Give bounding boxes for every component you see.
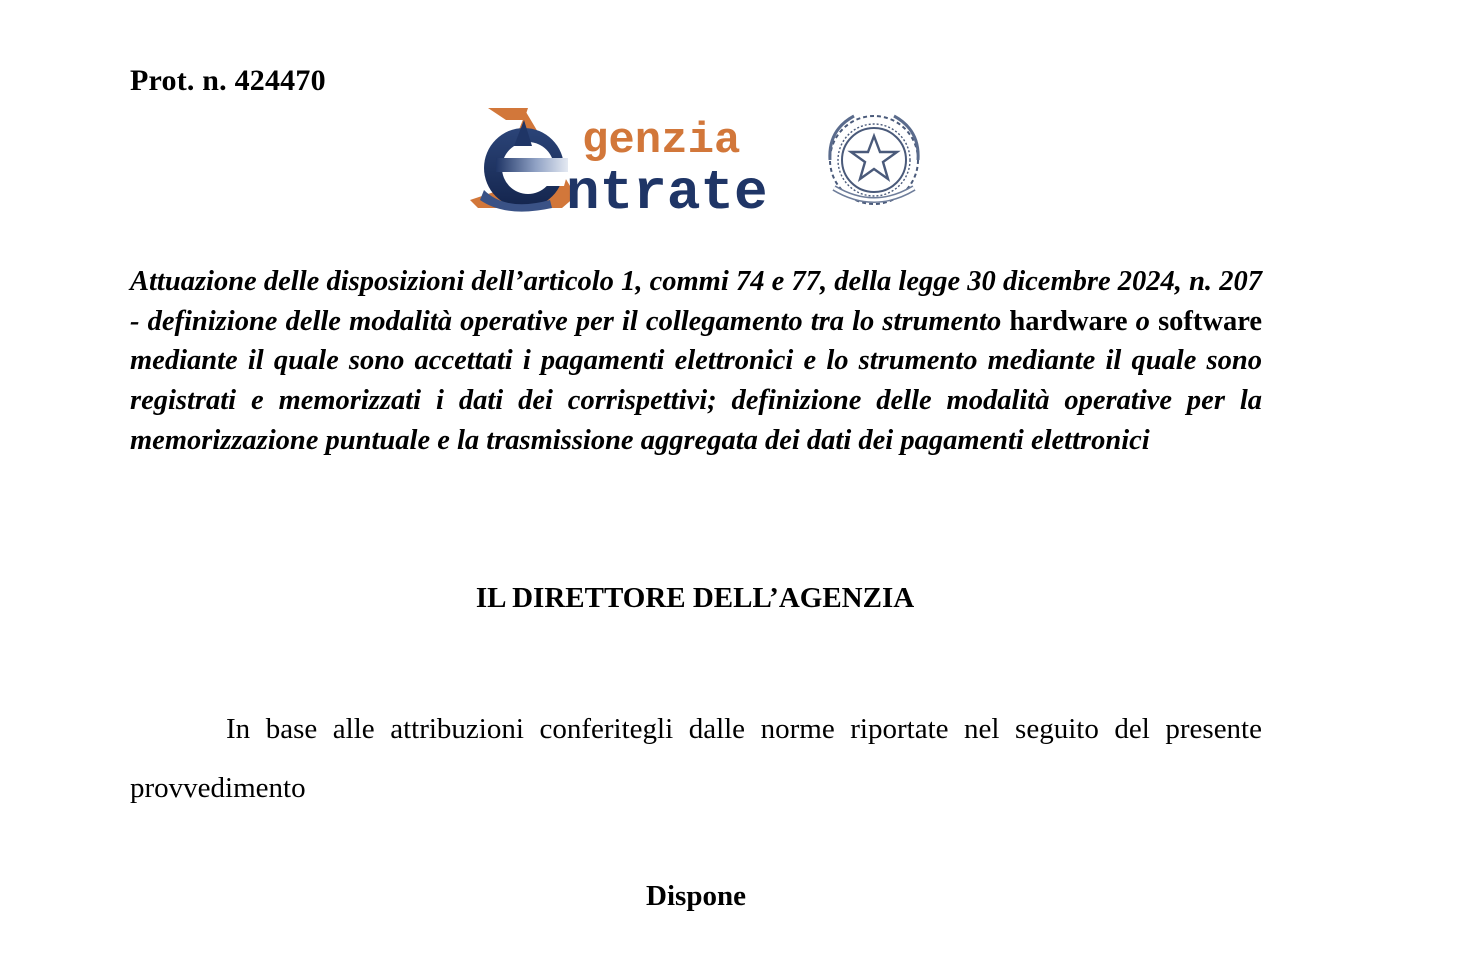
logo-text-ntrate: ntrate xyxy=(566,161,768,218)
dispone-heading: Dispone xyxy=(646,880,746,912)
logo-text-genzia: genzia xyxy=(582,116,741,166)
title-term-hardware: hardware xyxy=(1009,305,1128,337)
title-text-part2: mediante il quale sono accettati i pagamenti elettronici e lo strumento mediante il quale sono registrati e memorizzati i dati dei corrispettivi; definizione delle modalità operative per la memorizzazione puntuale e la trasmissione aggregata dei dati dei pagamenti elettronici xyxy=(130,345,1262,456)
title-term-software: software xyxy=(1158,305,1263,337)
director-heading: IL DIRETTORE DELL’AGENZIA xyxy=(475,582,915,614)
brand-mark-icon xyxy=(470,108,576,212)
intro-paragraph: In base alle attribuzioni conferitegli dalle norme riportate nel seguito del presente provvedimento xyxy=(130,713,1262,804)
italian-republic-emblem-icon xyxy=(830,116,918,204)
agenzia-entrate-logo xyxy=(466,100,936,218)
document-title xyxy=(130,262,1262,461)
protocol-number: Prot. n. 424470 xyxy=(130,64,326,97)
title-text-part1: Attuazione delle disposizioni dell’articolo 1, commi 74 e 77, della legge 30 dicembre 2024, n. 207 - definizione delle modalità operative per il collegamento tra lo strumento xyxy=(130,266,1262,337)
title-conjunction: o xyxy=(1127,305,1159,337)
